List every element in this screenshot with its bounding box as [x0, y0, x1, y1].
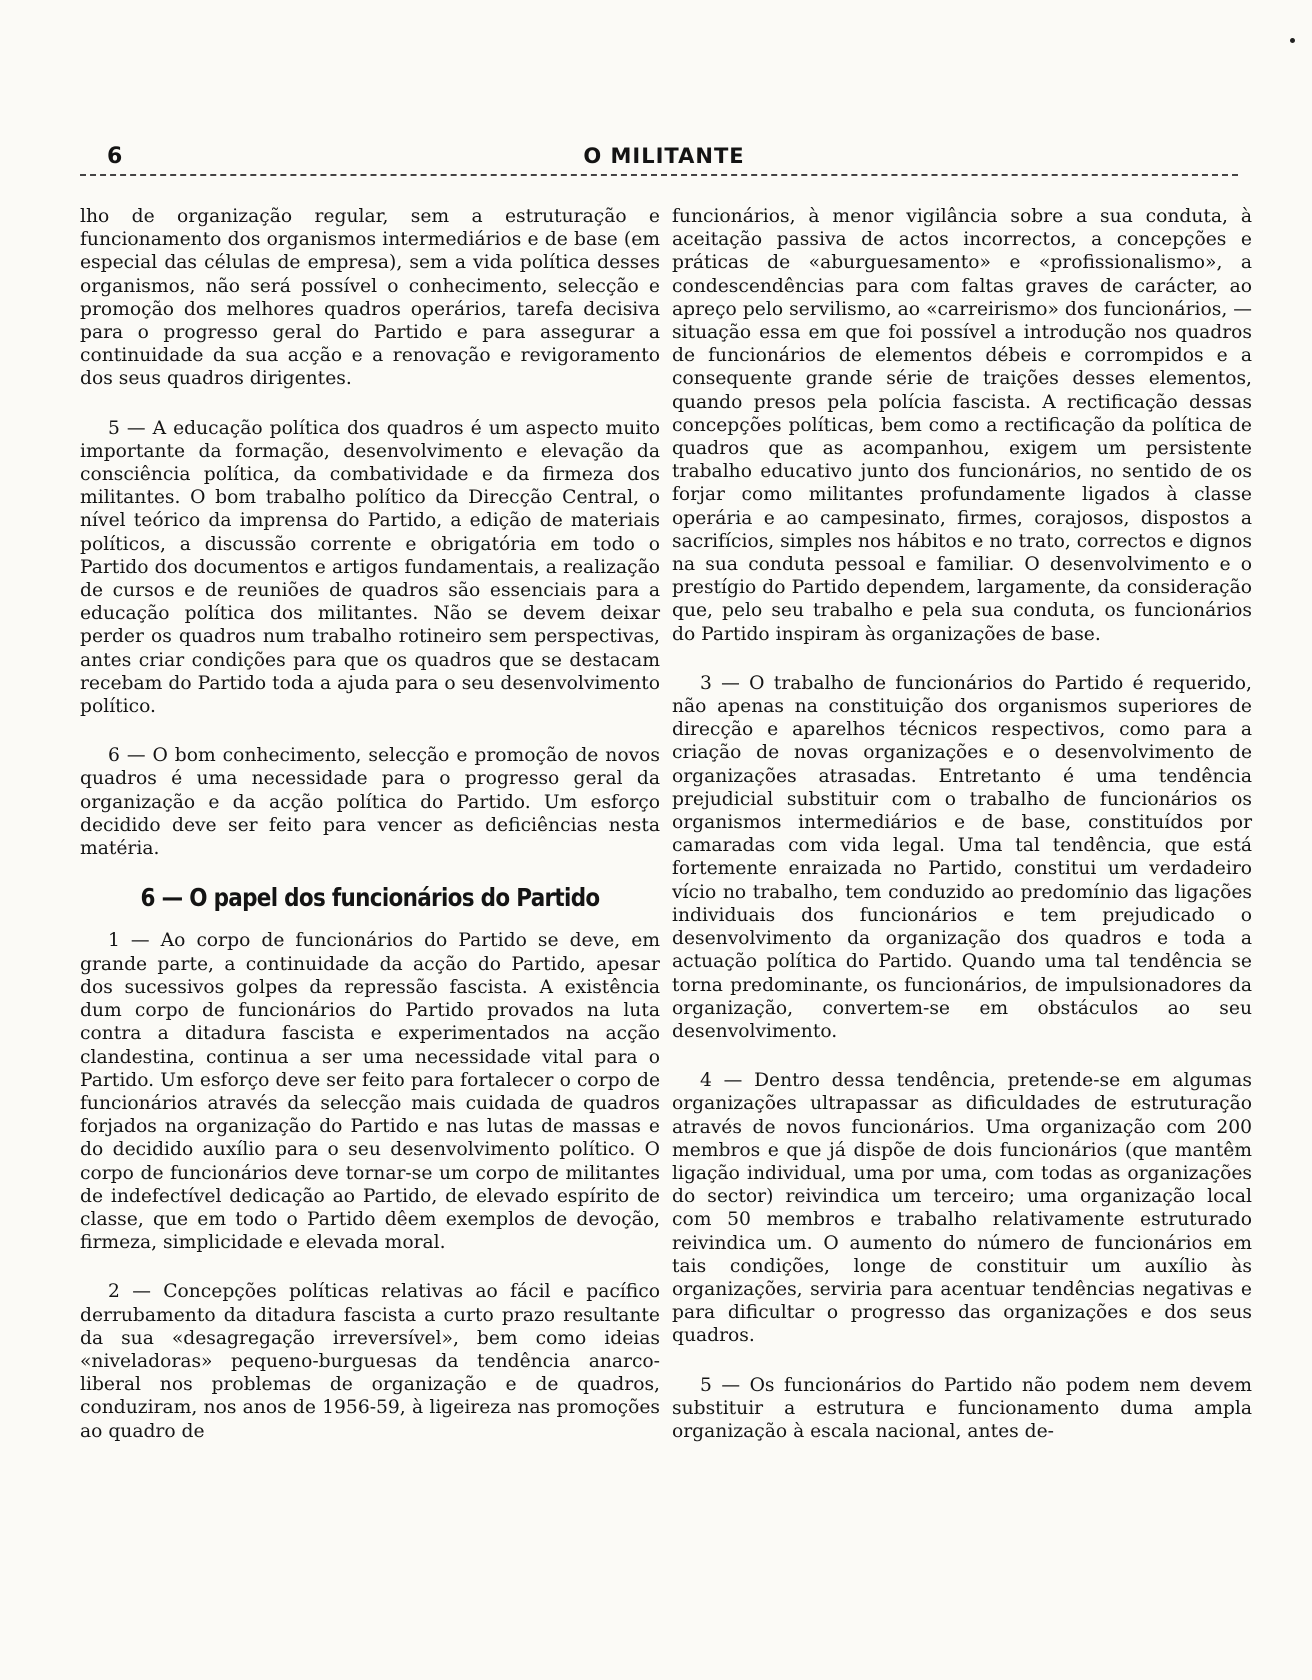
paragraph-2-conceptions: 2 — Concepções políticas relativas ao fácil e pacífico derrubamento da ditadura fascista a curto prazo resultante da sua «desagregação irreversível», bem como ideias «niveladoras» pequeno-burguesas da tendência anarco-liberal nos problemas de organização e de quadros, conduziram, nos anos de 1956-59, à ligeireza nas promoções ao quadro de	[80, 1281, 660, 1442]
page-header	[95, 144, 1233, 176]
paragraph-continuation: lho de organização regular, sem a estruturação e funcionamento dos organismos intermediários e de base (em especial das células de empresa), sem a vida política desses organismos, não será possível o conhecimento, selecção e promoção dos melhores quadros operários, tarefa decisiva para o progresso geral do Partido e para assegurar a continuidade da sua acção e a renovação e revigoramento dos seus quadros dirigentes.	[80, 206, 660, 390]
paragraph-1-functionaries: 1 — Ao corpo de funcionários do Partido se deve, em grande parte, a continuidade da acção do Partido, apesar dos sucessivos golpes da repressão fascista. A existência dum corpo de funcionários do Partido provados na luta contra a ditadura fascista e experimentados na acção clandestina, continua a ser uma necessidade vital para o Partido. Um esforço deve ser feito para fortalecer o corpo de funcionários através da selecção mais cuidada de quadros forjados na organização do Partido e nas lutas de massas e do decidido auxílio para o seu desenvolvimento político. O corpo de funcionários deve tornar-se um corpo de militantes de indefectível dedicação ao Partido, de elevado espírito de classe, que em todo o Partido dêem exemplos de devoção, firmeza, simplicidade e elevada moral.	[80, 930, 660, 1254]
left-column	[80, 205, 660, 1469]
header-rule	[80, 174, 1238, 176]
paragraph-6-new-cadres: 6 — O bom conhecimento, selecção e promoção de novos quadros é uma necessidade para o progresso geral da organização e da acção política do Partido. Um esforço decidido deve ser feito para vencer as deficiências nesta matéria.	[80, 745, 660, 860]
scan-speck	[1290, 38, 1295, 43]
paragraph-continuation: funcionários, à menor vigilância sobre a sua conduta, à aceitação passiva de actos incorrectos, a concepções e práticas de «aburguesamento» e «profissionalismo», a condescendências para com faltas graves de carácter, ao apreço pelo servilismo, ao «carreirismo» dos funcionários, — situação essa em que foi possível a introdução nos quadros de funcionários de elementos débeis e corrompidos e a consequente grande série de traições desses elementos, quando presos pela polícia fascista. A rectificação dessas concepções políticas, bem como a rectificação da política de quadros que as acompanhou, exigem um persistente trabalho educativo junto dos funcionários, no sentido de os forjar como militantes profundamente ligados à classe operária e ao campesinato, firmes, corajosos, dispostos a sacrifícios, simples nos hábitos e no trato, correctos e dignos na sua conduta pessoal e familiar. O desenvolvimento e o prestígio do Partido dependem, largamente, da consideração que, pelo seu trabalho e pela sua conduta, os funcionários do Partido inspiram às organizações de base.	[672, 206, 1252, 645]
paragraph-5-education: 5 — A educação política dos quadros é um aspecto muito importante da formação, desenvolvimento e elevação da consciência política, da combatividade e da firmeza dos militantes. O bom trabalho político da Direcção Central, o nível teórico da imprensa do Partido, a edição de materiais políticos, a discussão corrente e obrigatória em todo o Partido dos documentos e artigos fundamentais, a realização de cursos e de reuniões de quadros são essenciais para a educação política dos militantes. Não se devem deixar perder os quadros num trabalho rotineiro sem perspectivas, antes criar condições para que os quadros que se destacam recebam do Partido toda a ajuda para o seu desenvolvimento político.	[80, 417, 660, 718]
paragraph-4-tendency: 4 — Dentro dessa tendência, pretende-se em algumas organizações ultrapassar as dificuldades de estruturação através de novos funcionários. Uma organização com 200 membros e que já dispõe de dois funcionários (que mantêm ligação individual, uma por uma, com todas as organizações do sector) reivindica um terceiro; uma organização local com 50 membros e trabalho relativamente estruturado reivindica um. O aumento do número de funcionários em tais condições, longe de constituir um auxílio às organizações, serviria para acentuar tendências negativas e para dificultar o progresso das organizações e dos seus quadros.	[672, 1070, 1252, 1347]
section-heading: 6 — O papel dos funcionários do Partido	[140, 883, 600, 913]
running-title: O MILITANTE	[583, 144, 745, 168]
right-column	[672, 205, 1252, 1469]
paragraph-5-substitution: 5 — Os funcionários do Partido não podem nem devem substituir a estrutura e funcionamento duma ampla organização à escala nacional, antes de-	[672, 1374, 1252, 1442]
page-number: 6	[107, 144, 123, 169]
paragraph-3-work: 3 — O trabalho de funcionários do Partido é requerido, não apenas na constituição dos organismos superiores de direcção e aparelhos técnicos respectivos, como para a criação de novas organizações e o desenvolvimento de organizações atrasadas. Entretanto é uma tendência prejudicial substituir com o trabalho de funcionários os organismos intermediários e de base, constituídos por camaradas com vida legal. Uma tal tendência, que está fortemente enraizada no Partido, constitui um verdadeiro vício no trabalho, tem conduzido ao predomínio das ligações individuais dos funcionários e tem prejudicado o desenvolvimento da organização dos quadros e toda a actuação política do Partido. Quando uma tal tendência se torna predominante, os funcionários, de impulsionadores da organização, convertem-se em obstáculos ao seu desenvolvimento.	[672, 672, 1252, 1042]
